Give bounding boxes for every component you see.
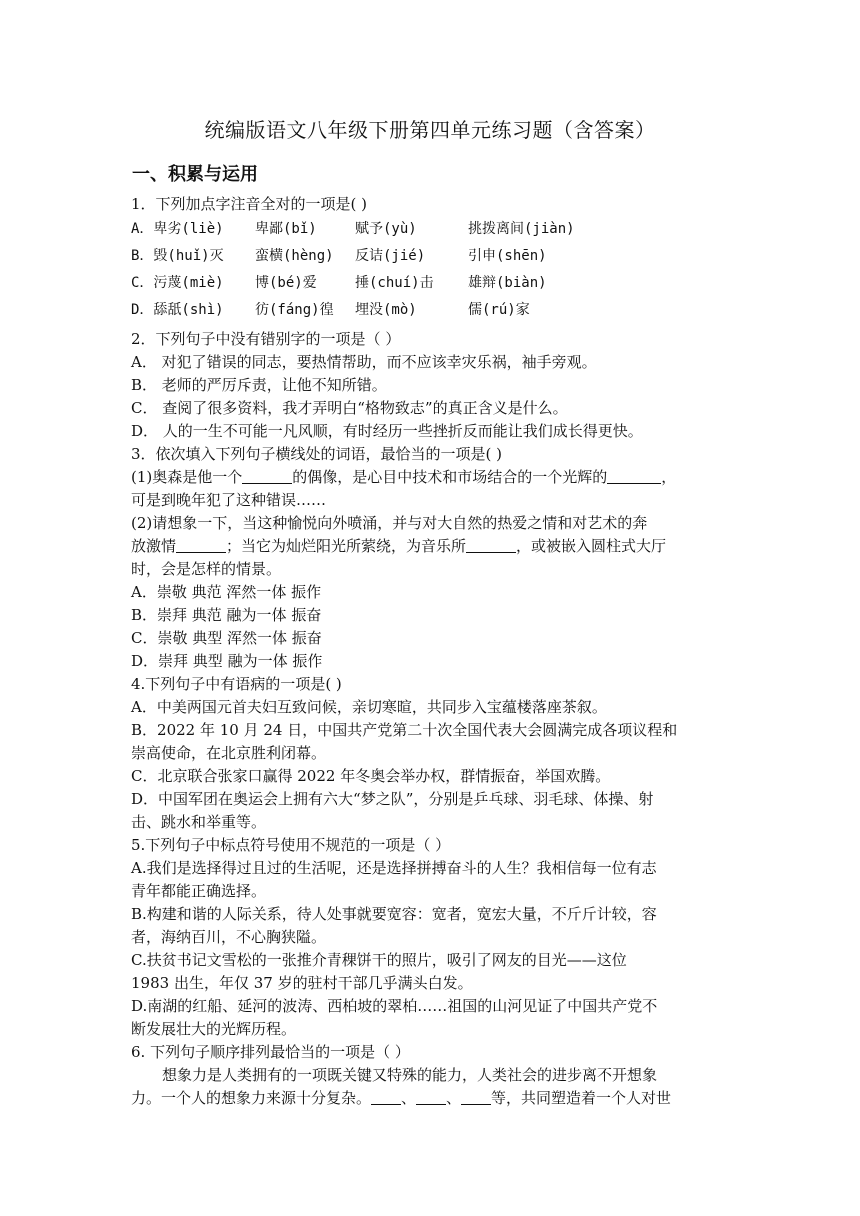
q3-option-d: D．崇拜 典型 融为一体 振作 (131, 652, 323, 670)
q1-option-c: C．污蔑(miè) 博(bé)爱 捶(chuí)击 雄辩(biàn) (131, 275, 547, 291)
q5-option-c-cont: 1983 出生，年仅 37 岁的驻村干部几乎满头白发。 (131, 974, 473, 992)
q5-option-a: A.我们是选择得过且过的生活呢，还是选择拼搏奋斗的人生？我相信每一位有志 (131, 859, 657, 877)
q5-option-b-cont: 者，海纳百川，不心胸狭隘。 (131, 928, 327, 946)
fill-blank (607, 467, 661, 484)
q1-option-a: A．卑劣(liè) 卑鄙(bǐ) 赋予(yù) 挑拨离间(jiàn) (131, 221, 575, 237)
q3-stem: 3．依次填入下列句子横线处的词语，最恰当的一项是( ) (131, 445, 503, 463)
q5-stem: 5.下列句子中标点符号使用不规范的一项是（ ） (131, 836, 451, 854)
q3-sentence-1: (1)奥森是他一个 的偶像，是心目中技术和市场结合的一个光辉的 ， (131, 468, 677, 486)
q2-option-c: C． 查阅了很多资料，我才弄明白“格物致志”的真正含义是什么。 (131, 399, 568, 417)
q2-option-d: D． 人的一生不可能一凡风顺，有时经历一些挫折反而能让我们成长得更快。 (131, 422, 643, 440)
document-title: 统编版语文八年级下册第四单元练习题（含答案） (204, 118, 656, 142)
q4-option-d: D．中国军团在奥运会上拥有六大“梦之队”，分别是乒乓球、羽毛球、体操、射 (131, 790, 654, 808)
q1-option-d: D．舔舐(shì) 彷(fáng)徨 埋没(mò) 儒(rú)家 (131, 302, 530, 318)
q1-option-b: B．毁(huǐ)灭 蛮横(hèng) 反诘(jié) 引申(shēn) (131, 248, 547, 264)
q4-option-b-cont: 崇高使命，在北京胜利闭幕。 (131, 744, 327, 762)
q6-stem: 6. 下列句子顺序排列最恰当的一项是（ ） (131, 1043, 410, 1061)
q5-option-b: B.构建和谐的人际关系，待人处事就要宽容：宽者，宽宏大量，不斤斤计较，容 (131, 905, 657, 923)
fill-blank (371, 1088, 401, 1105)
q4-stem: 4.下列句子中有语病的一项是( ) (131, 675, 342, 693)
q2-stem: 2．下列句子中没有错别字的一项是（ ） (131, 330, 401, 348)
q2-option-b: B． 老师的严厉斥责，让他不知所错。 (131, 376, 387, 394)
q4-option-d-cont: 击、跳水和举重等。 (131, 813, 267, 831)
fill-blank (242, 467, 292, 484)
fill-blank (466, 536, 516, 553)
q5-option-d-cont: 断发展壮大的光辉历程。 (131, 1020, 297, 1038)
q3-sentence-1-cont: 可是到晚年犯了这种错误…… (131, 491, 327, 509)
q4-option-b: B．2022 年 10 月 24 日，中国共产党第二十次全国代表大会圆满完成各项议程和 (131, 721, 678, 739)
q3-option-c: C．崇敬 典型 浑然一体 振奋 (131, 629, 322, 647)
q6-paragraph-cont: 力。一个人的想象力来源十分复杂。 、 、 等，共同塑造着一个人对世 (131, 1089, 672, 1107)
q5-option-a-cont: 青年都能正确选择。 (131, 882, 267, 900)
section-heading: 一、积累与运用 (132, 164, 258, 185)
q3-sentence-2: (2)请想象一下，当这种愉悦向外喷涌，并与对大自然的热爱之情和对艺术的奔 (131, 514, 648, 532)
q4-option-c: C．北京联合张家口赢得 2022 年冬奥会举办权，群情振奋，举国欢腾。 (131, 767, 611, 785)
q2-option-a: A． 对犯了错误的同志，要热情帮助，而不应该幸灾乐祸，袖手旁观。 (131, 353, 597, 371)
q3-sentence-2-end: 时，会是怎样的情景。 (131, 560, 282, 578)
q1-stem: 1．下列加点字注音全对的一项是( ) (131, 195, 368, 213)
fill-blank (176, 536, 226, 553)
fill-blank (461, 1088, 491, 1105)
q3-sentence-2-cont: 放激情 ；当它为灿烂阳光所萦绕，为音乐所 ，或被嵌入圆柱式大厅 (131, 537, 667, 555)
q5-option-c: C.扶贫书记文雪松的一张推介青稞饼干的照片，吸引了网友的目光——这位 (131, 951, 627, 969)
q6-paragraph: 想象力是人类拥有的一项既关键又特殊的能力，人类社会的进步离不开想象 (162, 1066, 658, 1084)
q4-option-a: A．中美两国元首夫妇互致问候，亲切寒暄，共同步入宝蕴楼落座茶叙。 (131, 698, 607, 716)
fill-blank (416, 1088, 446, 1105)
q5-option-d: D.南湖的红船、延河的波涛、西柏坡的翠柏……祖国的山河见证了中国共产党不 (131, 997, 658, 1015)
q3-option-a: A．崇敬 典范 浑然一体 振作 (131, 583, 322, 601)
q3-option-b: B．崇拜 典范 融为一体 振奋 (131, 606, 322, 624)
